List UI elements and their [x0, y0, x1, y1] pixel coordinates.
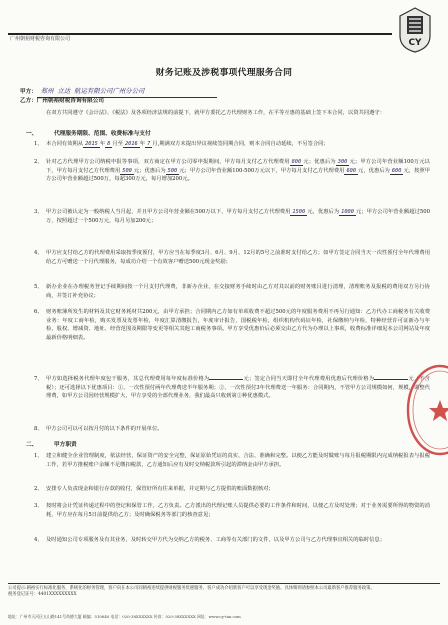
section-1-heading: 一、 代理服务期限、范围、收费标准与支付 [26, 131, 151, 137]
clause-1-5: 5、 新办企业在办理税务登记手续期间按一个月支付代理费，非新办企业，在交接财务手续时由乙方对其以前的财务账目进行清理，清理账务及报税的费用双方另行协商，并签订补充协议； [34, 284, 430, 299]
clause-1-4: 4、 甲方应支付给乙方的代理费用采取按季度预付，甲方应当在每季度3月、6月、9月、12月的5号之前准时支付给乙方；如甲方签定合同当天一次性预付全年代理费用给乙方可赠送一个月代理服务，每成功介绍一个有效客户赠送500元现金奖励； [34, 250, 430, 265]
party-a-label: 甲方： [20, 89, 37, 95]
header-rule [8, 33, 392, 35]
clause-1-8: 8、 甲方公司可以可以按月付的以下条件的开展单位。 [34, 426, 163, 432]
party-b [20, 97, 104, 106]
clause-2-1: 1、 建立和健全企业管理制度，依法经营，保证资产的安全完整，保证原始凭证的真实、合法、准确和完整。以便乙方能及时做账与每月报税期限内完成纳税报表与报税工作，若甲方推税账户余额不足缴扣税款，乙方通知后应有及时交纳税款所引起的滞纳金由甲方承担。 [34, 453, 430, 468]
clause-2-4: 4、 及时通知公司专项服务及有其业务，及时转交甲方代为交纳乙方的税务、工商等有关部门的文件，以及甲方公司与乙方代理事宜相关的临时信息； [34, 537, 386, 543]
footer-address: 地址：广州市天河区五山路141号尚德大厦 邮编：510640 电话：020-38XXXXXX 传真：020-38XXXXXX 网址：www.cy-tax.com [8, 614, 241, 619]
clause-2-2: 2、 安排专人负责现金和银行存款的收付，保管好所有往来单据，并定期与乙方提供的账面数据核对； [34, 486, 274, 492]
party-b-name: 广州朝裕财税咨询有限公司 [36, 98, 104, 104]
clause-1-6: 6、 财务账簿所发生的材料及其它财务耗材共200元，由甲方承担；合同期内乙方如有单项收费不超过500元的年度服务费用不再另行通知：乙方代办工商税务有关收费业务：年度工商年检，购买发票及发票年检，年度汇算清缴报告，年度审计报告，国税税年检，组织机构代码证年检，社保缴纳与年检，特种经营许可证新办与年检，股权、增减资、地址、经营范围及期限等变更等相关其他工商税务事项。甲方享受优惠价后必须交由乙方代为办理以上事项，收费标准详细见本公司网站及年度最新价格明细表。 [34, 309, 430, 341]
clause-2-3: 3、 按时将会计凭证传递过程中的登记和保管工作，乙方负责。乙方派出的代理记账人员提供必要的工作条件和时间，以便乙方及时处理；对于业务需要所得的物资的消耗，甲方应在每月5日前提供给乙方；及时确保税务等部门的核查意见； [34, 503, 430, 518]
clause-1-7: 7、 甲方如选择税务代理年度包干服务，其总代理费用每年度标准价格为 元；签定合同当天即付全年代理费用优惠后代理价格为 元（不含税）；还可选择以下优惠项目：①、一次性预付两年代理费送半年服务期；②、一次性预付3年代理费送一年服务：合同期内，不管甲方公司规模如何，规模，调整代理费，如甲方公司因经营规模扩大，甲方享受的全部代理业务，我们最高只收到第②种优惠模式。 [34, 376, 430, 400]
company-logo [398, 6, 432, 54]
section-2-heading: 二、 甲方职责 [26, 442, 77, 448]
footer-line-1: 公司提示:朝裕实行标准化服务，系统化的财务管理，客户向在本公司同朝裕连续提供财税服务优惠服务，客户成功介绍新客户可以享受现金奖励。具体细则请参照本公司最新客户推荐服务政策。 [8, 586, 375, 591]
logo-letters: CY [408, 38, 422, 48]
clause-1-3: 3、 甲方公司被认定为一般纳税人当月起，并且甲方公司年营业额在500万以下，甲方每月支付乙方代理费用 1500 元，优惠后为 1000 元；甲方公司年营业额超过500万，按照超过一个500万元，每月另加200元； [34, 209, 430, 224]
footer-line-2: 税务登记证号：4401XXXXXXXXX [8, 592, 77, 598]
party-a-name: 郑州 立达 航运有限公司广州分公司 [40, 87, 145, 95]
clause-1-1: 1、 本合同有效期从 2015 年 8 月至 2016 年 7 月,期满双方未提出异议视续签同期合同，则本合同自动延续，不另签合同； [34, 141, 329, 147]
company-seal [400, 360, 448, 460]
contract-title: 财务记账及涉税事项代理服务合同 [155, 68, 293, 78]
footer-notice [8, 583, 440, 599]
intro-paragraph: 在双方共同遵守《会计法》、《税法》及各项经济法规的前提下，就甲方委托乙方代理财务工作，在平等互惠的基础上签下本合同，以资共同遵守： [46, 110, 386, 116]
party-b-label: 乙方： [20, 98, 37, 104]
company-header: 广州朝裕财税咨询有限公司 [10, 36, 71, 42]
clause-1-2: 2、 针对乙方代理甲方公司纳税申报等事项，双方商定在甲方公司零申报期间，甲方每月支付乙方代理费用 800 元；优惠后为 300 元；甲方公司年营业额100万元以下，甲方每月支付乙方代理费用 500 元；优惠后为 500 元；甲方公司年营业额100-500万元以下，甲方每月支付乙方代理费用 600 元，优惠后为 600 元，按照甲方公司年营业额超过500万，每超300万元，每月增加200元。 [34, 159, 430, 183]
